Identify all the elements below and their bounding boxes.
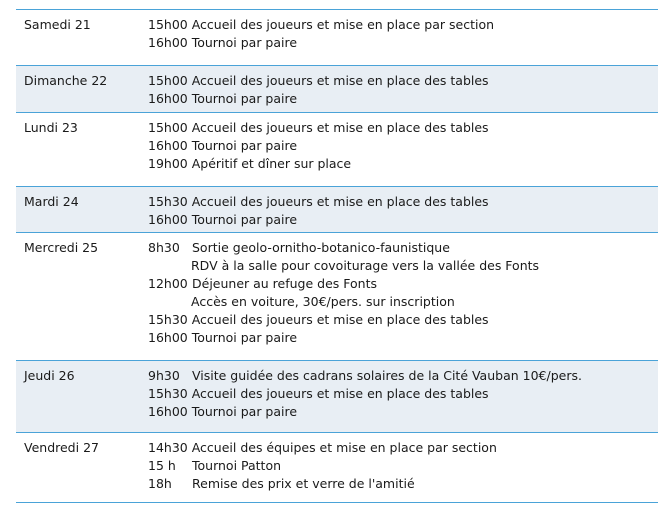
event-description: 19h00 Apéritif et dîner sur place xyxy=(148,156,352,171)
event-line xyxy=(148,439,658,457)
day-label: Mardi 24 xyxy=(16,187,148,233)
schedule-row xyxy=(16,66,658,113)
event-description: 15h30 Accueil des joueurs et mise en place des tables xyxy=(148,386,489,401)
event-description: 15h00 Accueil des joueurs et mise en place par section xyxy=(148,17,495,32)
event-description: Remise des prix et verre de l'amitié xyxy=(192,476,415,491)
schedule-row xyxy=(16,187,658,233)
event-line xyxy=(148,475,658,493)
event-description: 16h00 Tournoi par paire xyxy=(148,330,298,345)
event-description: 16h00 Tournoi par paire xyxy=(148,404,298,419)
schedule-row xyxy=(16,10,658,66)
event-description: 16h00 Tournoi par paire xyxy=(148,212,298,227)
event-detail: RDV à la salle pour covoiturage vers la vallée des Fonts xyxy=(191,258,540,273)
event-time: 18h xyxy=(148,476,172,491)
event-line xyxy=(148,257,658,275)
event-line xyxy=(148,275,658,293)
event-description: 16h00 Tournoi par paire xyxy=(148,91,298,106)
schedule-row xyxy=(16,233,658,361)
schedule-body xyxy=(16,10,658,503)
event-line xyxy=(148,385,658,403)
event-time: 15 h xyxy=(148,458,176,473)
event-time: 8h30 xyxy=(148,240,180,255)
day-label: Lundi 23 xyxy=(16,113,148,187)
events-cell xyxy=(148,113,658,187)
event-line xyxy=(148,457,658,475)
events-cell xyxy=(148,433,658,503)
event-line xyxy=(148,239,658,257)
event-time: 9h30 xyxy=(148,368,180,383)
event-time: 12h00 xyxy=(148,276,188,291)
event-line xyxy=(148,293,658,311)
events-cell xyxy=(148,187,658,233)
event-line xyxy=(148,193,658,211)
event-description: 15h30 Accueil des joueurs et mise en place des tables xyxy=(148,312,489,327)
event-line xyxy=(148,211,658,229)
event-description: Sortie geolo-ornitho-botanico-faunistique xyxy=(192,240,450,255)
event-description: 16h00 Tournoi par paire xyxy=(148,138,298,153)
events-cell xyxy=(148,10,658,66)
event-line xyxy=(148,119,658,137)
event-line xyxy=(148,90,658,108)
day-label: Jeudi 26 xyxy=(16,361,148,433)
event-description: 14h30 Accueil des équipes et mise en place par section xyxy=(148,440,497,455)
event-description: Visite guidée des cadrans solaires de la Cité Vauban 10€/pers. xyxy=(192,368,582,383)
day-label: Dimanche 22 xyxy=(16,66,148,113)
event-line xyxy=(148,311,658,329)
event-line xyxy=(148,34,658,52)
event-description: 16h00 Tournoi par paire xyxy=(148,35,298,50)
event-line xyxy=(148,137,658,155)
schedule-row xyxy=(16,113,658,187)
event-description: Déjeuner au refuge des Fonts xyxy=(192,276,377,291)
event-detail: Accès en voiture, 30€/pers. sur inscription xyxy=(191,294,455,309)
event-line xyxy=(148,403,658,421)
event-description: 15h30 Accueil des joueurs et mise en place des tables xyxy=(148,194,489,209)
events-cell xyxy=(148,361,658,433)
event-line xyxy=(148,155,658,173)
schedule-row xyxy=(16,361,658,433)
day-label: Vendredi 27 xyxy=(16,433,148,503)
schedule-row xyxy=(16,433,658,503)
event-description: 15h00 Accueil des joueurs et mise en place des tables xyxy=(148,73,489,88)
event-description: Tournoi Patton xyxy=(192,458,282,473)
schedule-table xyxy=(16,9,658,503)
event-line xyxy=(148,367,658,385)
events-cell xyxy=(148,66,658,113)
event-line xyxy=(148,16,658,34)
event-line xyxy=(148,72,658,90)
events-cell xyxy=(148,233,658,361)
event-description: 15h00 Accueil des joueurs et mise en place des tables xyxy=(148,120,489,135)
day-label: Samedi 21 xyxy=(16,10,148,66)
day-label: Mercredi 25 xyxy=(16,233,148,361)
event-line xyxy=(148,329,658,347)
